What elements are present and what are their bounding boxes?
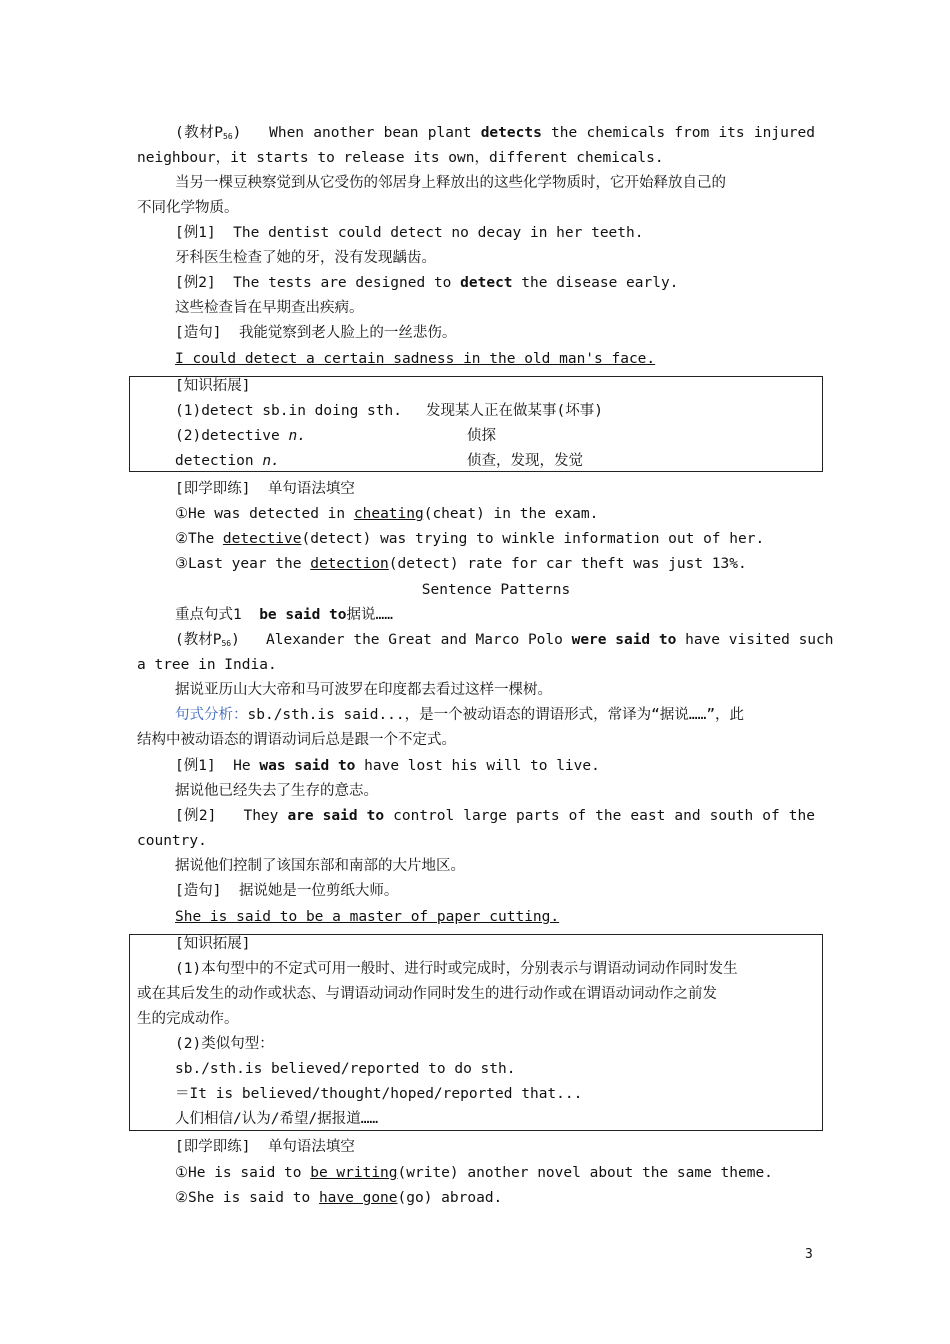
keyword: detects — [480, 125, 542, 141]
drill-question-1 — [175, 504, 815, 524]
example-text: The dentist could detect no decay in her teeth. — [233, 225, 644, 241]
question-text: (go) abroad. — [397, 1190, 503, 1206]
key-pattern — [175, 605, 815, 625]
knowledge-title: [知识拓展] — [175, 378, 251, 394]
key-meaning: 据说…… — [346, 607, 393, 623]
textbook-quote-line — [175, 123, 815, 147]
translation-cont: 不同化学物质。 — [137, 200, 239, 216]
answer: cheating — [353, 506, 424, 522]
example-label: [例1] — [175, 758, 216, 774]
keyword: are said to — [287, 808, 385, 824]
meaning: 发现某人正在做某事(坏事) — [426, 403, 603, 419]
knowledge-text: sb./sth.is believed/reported to do sth. — [175, 1061, 516, 1077]
analysis-text-cont: 结构中被动语态的谓语动词后总是跟一个不定式。 — [137, 732, 456, 748]
make-answer: She is said to be a master of paper cutting. — [175, 909, 560, 925]
drill-label: [即学即练] — [175, 481, 251, 497]
make-answer: I could detect a certain sadness in the old man's face. — [175, 351, 656, 367]
knowledge-title: [知识拓展] — [175, 936, 251, 952]
quote-text-cont: neighbour，it starts to release its own，different chemicals. — [137, 150, 664, 166]
drill-type: 单句语法填空 — [267, 481, 355, 497]
make-prompt: 据说她是一位剪纸大师。 — [238, 883, 399, 899]
knowledge-text: 生的完成动作。 — [137, 1011, 239, 1027]
meaning: 侦查，发现，发觉 — [467, 453, 583, 469]
example-2-translation: 这些检查旨在早期查出疾病。 — [175, 300, 364, 316]
question-text: (write) another novel about the same theme. — [397, 1165, 773, 1181]
make-label: [造句] — [175, 325, 222, 341]
quote-text-cont: a tree in India. — [137, 657, 277, 673]
example-text: have lost his will to live. — [364, 758, 600, 774]
question-text: (detect) was trying to winkle information out of her. — [301, 531, 765, 547]
question-text: (cheat) in the exam. — [423, 506, 599, 522]
question-text: (detect) rate for car theft was just 13%. — [388, 556, 747, 572]
analysis — [175, 705, 815, 725]
phrase: (1)detect sb.in doing sth. — [175, 403, 402, 419]
make-sentence-2 — [175, 881, 815, 901]
answer: detective — [222, 531, 302, 547]
drill2-question-2 — [175, 1188, 815, 1208]
source-close: ) — [231, 632, 240, 648]
knowledge-text: 人们相信/认为/希望/据报道…… — [175, 1111, 379, 1127]
example-text: He — [233, 758, 251, 774]
make-prompt: 我能觉察到老人脸上的一丝悲伤。 — [238, 325, 457, 341]
question-text: ②The — [175, 531, 223, 547]
question-text: ②She is said to — [175, 1190, 319, 1206]
meaning: 侦探 — [467, 428, 496, 444]
section-heading: Sentence Patterns — [421, 582, 571, 598]
translation: 据说亚历山大大帝和马可波罗在印度都去看过这样一棵树。 — [175, 682, 552, 698]
question-text: ①He is said to — [175, 1165, 311, 1181]
example-1b — [175, 756, 815, 776]
analysis-label: 句式分析： — [175, 707, 248, 723]
example-text: The tests are designed to — [233, 275, 452, 291]
keyword: were said to — [571, 632, 677, 648]
word: (2)detective — [175, 428, 289, 444]
part-of-speech: n. — [262, 453, 280, 469]
translation: 当另一棵豆秧察觉到从它受伤的邻居身上释放出的这些化学物质时，它开始释放自己的 — [175, 175, 726, 191]
make-sentence — [175, 323, 815, 343]
answer: detection — [310, 556, 389, 572]
example-text: the disease early. — [521, 275, 679, 291]
example-text-cont: country. — [137, 833, 207, 849]
textbook-quote-line-2 — [175, 630, 834, 654]
drill-label: [即学即练] — [175, 1139, 251, 1155]
answer: be writing — [310, 1165, 398, 1181]
example-label: [例2] — [175, 808, 217, 824]
question-text: ①He was detected in — [175, 506, 354, 522]
drill-type: 单句语法填空 — [267, 1139, 355, 1155]
example-text: control large parts of the east and south of the — [393, 808, 815, 824]
question-text: ③Last year the — [175, 556, 311, 572]
knowledge-row-3 — [175, 451, 815, 471]
quote-text: When another bean plant — [269, 125, 472, 141]
example-label: [例2] — [175, 275, 216, 291]
knowledge-text: (2)类似句型： — [175, 1036, 274, 1052]
source-label: (教材P — [175, 125, 223, 141]
page-subscript: 56 — [223, 132, 233, 141]
source-label: (教材P — [175, 632, 222, 648]
keyword: was said to — [259, 758, 356, 774]
knowledge-text: 或在其后发生的动作或状态、与谓语动词动作同时发生的进行动作或在谓语动词动作之前发 — [137, 986, 717, 1002]
answer: have gone — [318, 1190, 398, 1206]
analysis-text: sb./sth.is said...，是一个被动语态的谓语形式，常译为“据说……”，此 — [247, 707, 745, 723]
knowledge-row-2 — [175, 426, 815, 446]
part-of-speech: n. — [288, 428, 306, 444]
quote-text: the chemicals from its injured — [551, 125, 815, 141]
source-close: ) — [232, 125, 242, 141]
example-1 — [175, 223, 815, 243]
example-2b-translation: 据说他们控制了该国东部和南部的大片地区。 — [175, 858, 465, 874]
quote-text: Alexander the Great and Marco Polo — [266, 632, 563, 648]
drill2-question-1 — [175, 1163, 815, 1183]
key-phrase: be said to — [259, 607, 347, 623]
drill-question-2 — [175, 529, 815, 549]
example-2b — [175, 806, 815, 826]
page-subscript: 56 — [221, 639, 232, 648]
page-number: 3 — [805, 1247, 813, 1262]
drill-title — [175, 479, 815, 499]
keyword: detect — [460, 275, 513, 291]
example-1-translation: 牙科医生检查了她的牙，没有发现龋齿。 — [175, 250, 436, 266]
knowledge-text: (1)本句型中的不定式可用一般时、进行时或完成时，分别表示与谓语动词动作同时发生 — [175, 961, 738, 977]
example-text: They — [243, 808, 279, 824]
knowledge-row-1 — [175, 401, 815, 421]
example-label: [例1] — [175, 225, 216, 241]
drill-question-3 — [175, 554, 815, 574]
example-1b-translation: 据说他已经失去了生存的意志。 — [175, 783, 378, 799]
key-label: 重点句式1 — [175, 607, 242, 623]
quote-text: have visited such — [685, 632, 834, 648]
drill-title-2 — [175, 1137, 815, 1157]
example-2 — [175, 273, 815, 293]
word: detection — [175, 453, 263, 469]
knowledge-text: ＝It is believed/thought/hoped/reported that... — [175, 1086, 583, 1102]
make-label: [造句] — [175, 883, 222, 899]
